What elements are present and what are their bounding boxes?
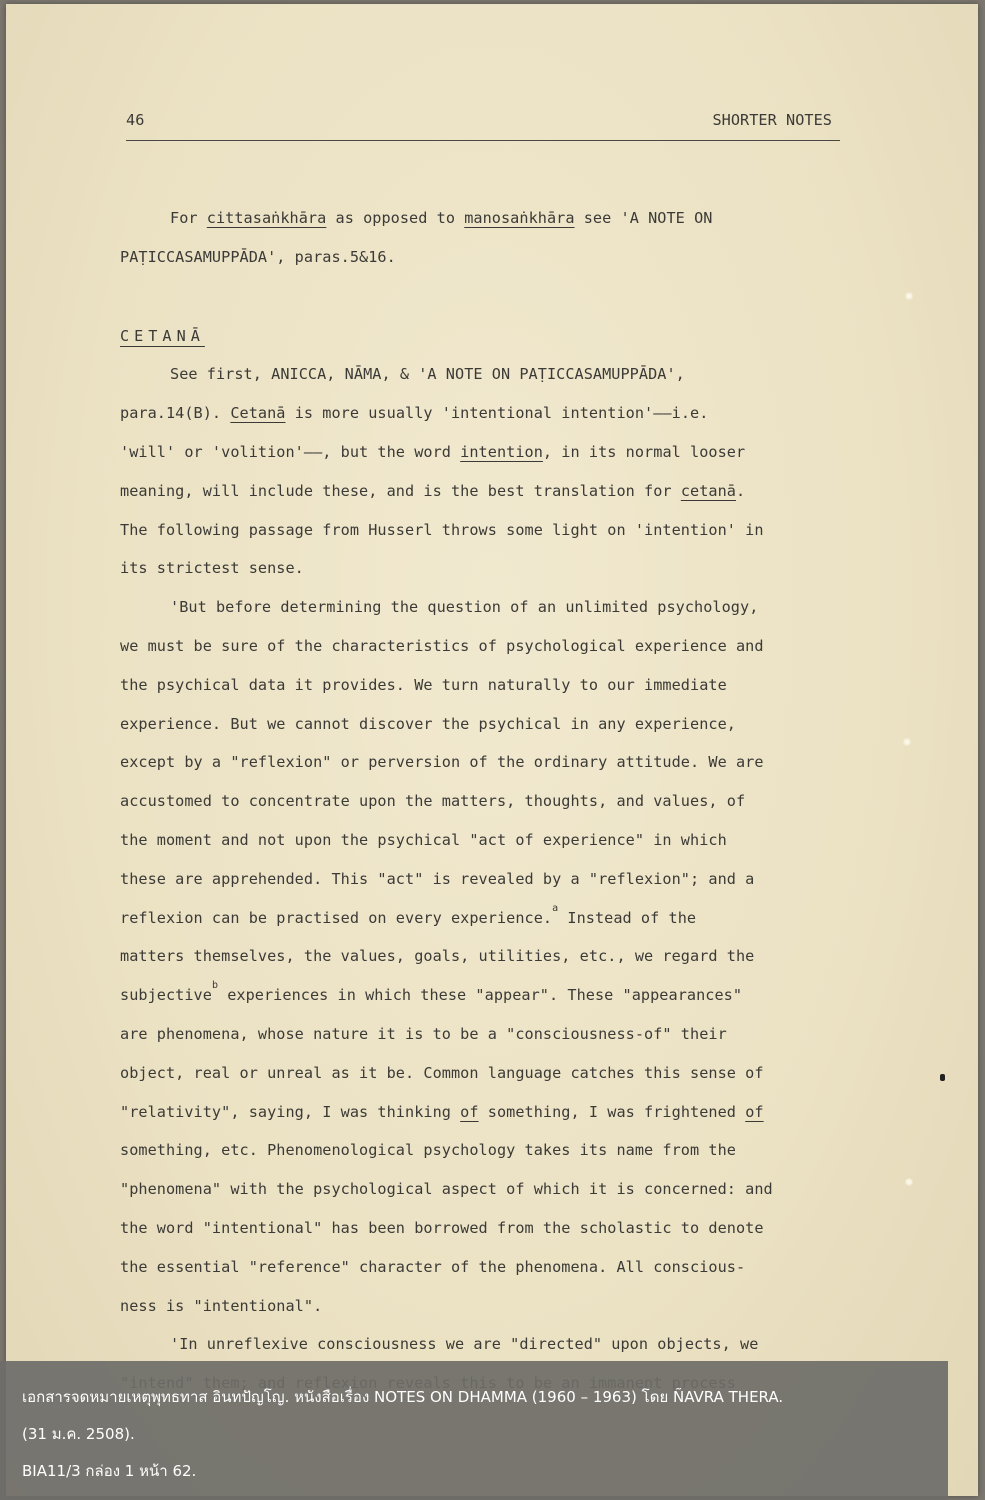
text-run: , in its normal looser [542,442,746,461]
running-title: SHORTER NOTES [712,111,832,129]
text-run: 'will' or 'volition'——, but the word [120,442,461,461]
page-number: 46 [126,111,145,129]
underlined-term: Cetanā [230,404,286,423]
text-run: see 'A NOTE ON [574,209,713,227]
text-run: For [170,209,207,227]
footnote-marker: b [211,980,219,992]
archive-caption-overlay [0,1361,948,1500]
text-run: experiences in which these "appear". These "appearances" [218,986,743,1005]
text-line: these are apprehended. This "act" is revealed by a "reflexion"; and a [120,869,755,888]
text-line: are phenomena, whose nature it is to be a "consciousness-of" their [120,1024,727,1043]
text-line: the moment and not upon the psychical "act of experience" in which [120,830,727,849]
text-run: . [735,481,746,500]
underlined-term: cittasaṅkhāra [206,209,327,227]
text-line: The following passage from Husserl throws some light on 'intention' in [120,520,764,539]
page-header [126,100,840,141]
underlined-term: cetanā [680,481,736,500]
footnote-marker: a [552,902,559,914]
section-heading [120,317,840,356]
text-run: something, I was frightened [478,1102,746,1121]
paragraph-cetana [120,355,840,588]
husserl-quote [120,588,840,1325]
text-run: as opposed to [326,209,465,227]
underlined-term: intention [460,442,543,461]
paper-blemish [902,738,912,746]
paper-blemish [904,1178,914,1186]
text-run: reflexion can be practised on every experience. [120,908,553,927]
text-line: accustomed to concentrate upon the matters, thoughts, and values, of [120,792,746,811]
caption-line-3: BIA11/3 กล่อง 1 หน้า 62. [22,1462,197,1480]
text-line: the essential "reference" character of the phenomena. All conscious- [120,1257,746,1276]
text-run: is more usually 'intentional intention'——i.e. [285,404,709,423]
caption-line-1: เอกสารจดหมายเหตุพุทธทาส อินทปัญโญ. หนังสือเรื่อง NOTES ON DHAMMA (1960 – 1963) โดย ÑAVRA THERA. [22,1388,784,1406]
text-line: except by a "reflexion" or perversion of the ordinary attitude. We are [120,753,764,772]
text-line: experience. But we cannot discover the psychical in any experience, [120,714,736,733]
text-line: object, real or unreal as it be. Common language catches this sense of [120,1063,764,1082]
underlined-term: manosaṅkhāra [464,209,575,227]
text-line: its strictest sense. [120,559,304,578]
text-run: para.14(B). [120,404,231,423]
ink-spot [940,1074,945,1081]
text-run: "relativity", saying, I was thinking [120,1102,461,1121]
text-line: "phenomena" with the psychological aspect of which it is concerned: and [120,1180,773,1199]
text-line: we must be sure of the characteristics of psychological experience and [120,636,764,655]
text-line: 'In unreflexive consciousness we are "directed" upon objects, we [170,1335,759,1354]
text-line: ness is "intentional". [120,1296,323,1315]
text-run: subjective [120,986,212,1005]
paragraph-citta [120,199,840,277]
caption-line-2: (31 ม.ค. 2508). [22,1425,135,1443]
typed-text-body [120,100,840,1403]
text-line: the psychical data it provides. We turn naturally to our immediate [120,675,727,694]
heading-cetana: CETANĀ [120,326,205,345]
text-line: the word "intentional" has been borrowed from the scholastic to denote [120,1218,764,1237]
text-line: See first, ANICCA, NĀMA, & 'A NOTE ON PAṬICCASAMUPPĀDA', [170,365,685,384]
text-line: 'But before determining the question of an unlimited psychology, [170,598,759,617]
text-line: matters themselves, the values, goals, utilities, etc., we regard the [120,947,755,966]
text-run: Instead of the [558,908,697,927]
text-run: meaning, will include these, and is the best translation for [120,481,681,500]
text-line: PAṬICCASAMUPPĀDA', paras.5&16. [120,247,396,266]
underlined-term: of [745,1102,764,1121]
underlined-term: of [460,1102,479,1121]
paper-blemish [904,292,914,300]
text-line: something, etc. Phenomenological psychology takes its name from the [120,1141,736,1160]
